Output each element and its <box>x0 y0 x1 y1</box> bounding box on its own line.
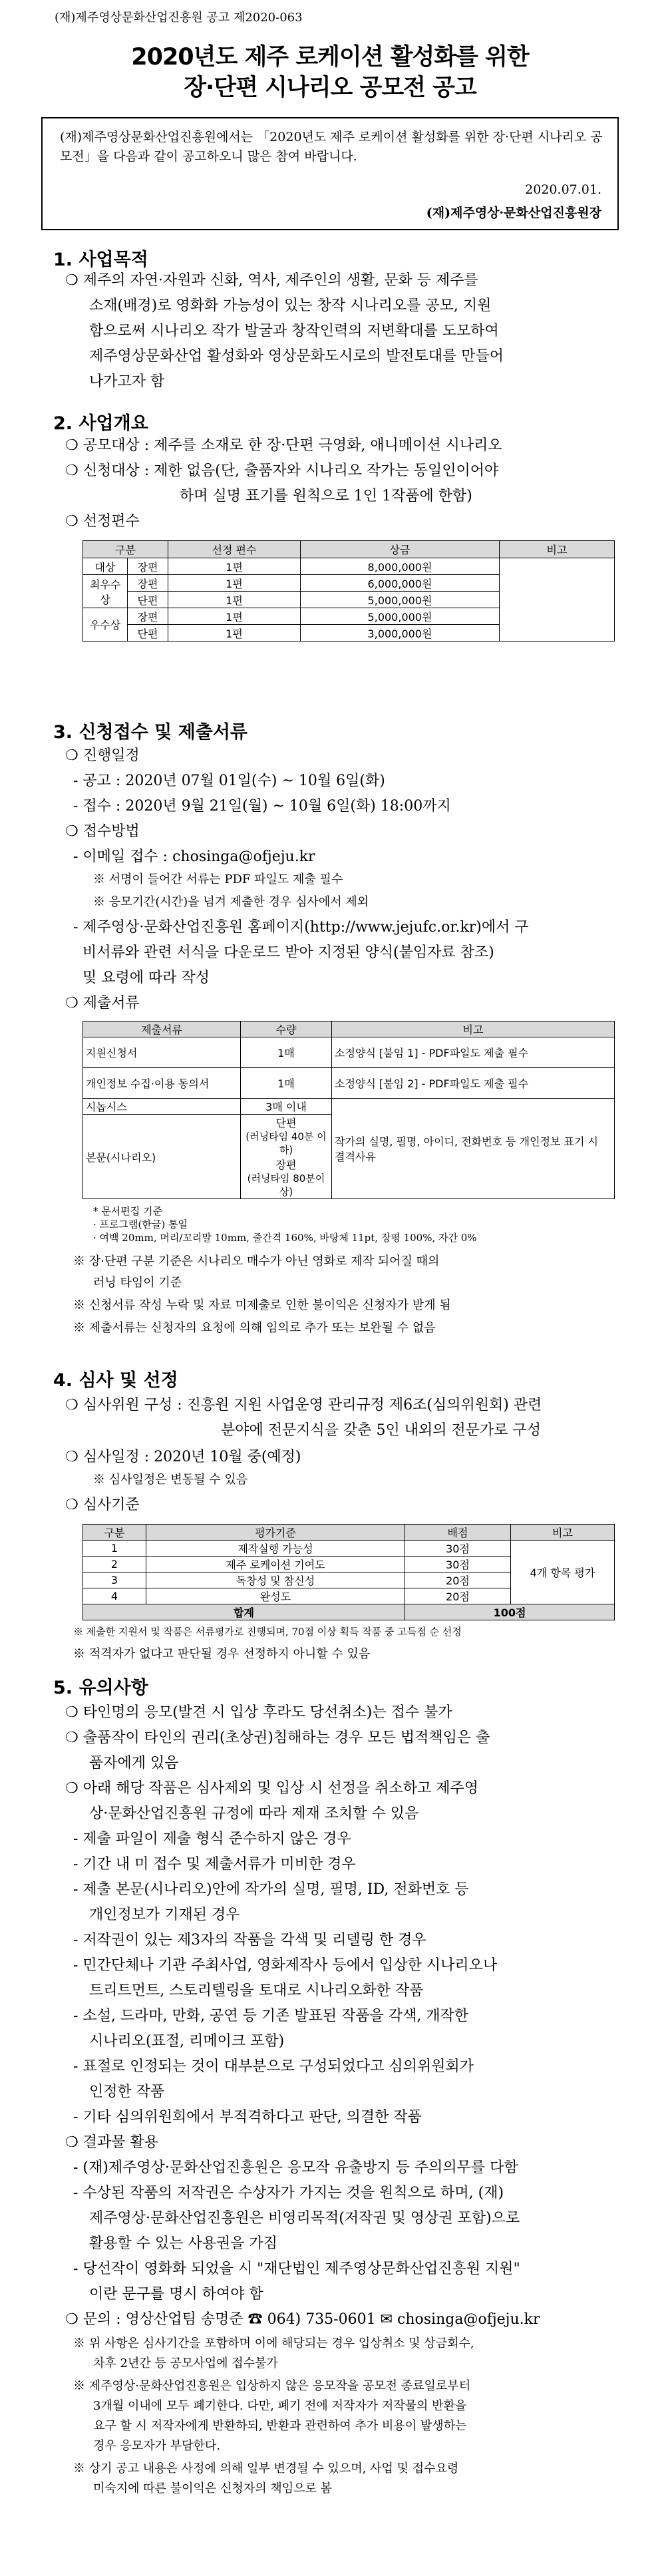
s5-note: ※ 상기 공고 내용은 사정에 의해 일부 변경될 수 있으며, 사업 및 접수요령 <box>73 2462 459 2476</box>
th-doc: 제출서류 <box>83 1021 241 1037</box>
cell-note: 소정양식 [붙임 2] - PDF파일도 제출 필수 <box>332 1068 615 1099</box>
cell-count: 1편 <box>168 592 301 608</box>
cell-note: 4개 항목 평가 <box>511 1541 615 1604</box>
cell-note <box>500 558 615 642</box>
s1-line: 함으로써 시나리오 작가 발굴과 창작인력의 저변확대를 도모하여 <box>89 323 499 339</box>
cell-prize: 8,000,000원 <box>301 558 500 575</box>
cell-qty <box>241 1115 332 1199</box>
s3-note: ※ 장·단편 구분 기준은 시나리오 매수가 아닌 영화로 제작 되어질 때의 <box>73 1254 440 1268</box>
s4-note: ※ 심사일정은 변동될 수 있음 <box>93 1473 248 1487</box>
s5-line: - 당선작이 영화화 되었을 시 "재단법인 제주영상문화산업진흥원 지원" <box>73 2261 520 2277</box>
s1-line: 제주영상문화산업 활성화와 영상문화도시로의 발전토대를 만들어 <box>89 348 504 365</box>
cell-total: 합계 <box>83 1604 405 1620</box>
s3-note: ※ 제출서류는 신청자의 요청에 의해 임의로 추가 또는 보완될 수 없음 <box>73 1321 436 1335</box>
th-points: 배점 <box>405 1525 511 1541</box>
s2-line: ❍ 선정편수 <box>65 513 140 530</box>
cell-kind: 단편 <box>128 592 168 608</box>
s5-line: - 민간단체나 기관 주최사업, 영화제작사 등에서 입상한 시나리오나 <box>73 1957 498 1974</box>
s5-line: ❍ 출품작이 타인의 권리(초상권)침해하는 경우 모든 법적책임은 출 <box>65 1730 490 1746</box>
qty-feature: 장편 <box>275 1159 297 1171</box>
s5-line: - 저작권이 있는 제3자의 작품을 각색 및 리델링 한 경우 <box>73 1932 426 1948</box>
format-note: · 프로그램(한글) 통일 <box>93 1218 188 1230</box>
format-note: * 문서편집 기준 <box>93 1205 162 1217</box>
section-2-heading: 2. 사업개요 <box>53 413 148 434</box>
s4-line: ❍ 심사위원 구성 : 진흥원 지원 사업운영 관리규정 제6조(심의위원회) 관련 <box>65 1397 542 1413</box>
s2-line: ❍ 공모대상 : 제주를 소재로 한 장·단편 극영화, 애니메이션 시나리오 <box>65 437 502 454</box>
cell-points: 20점 <box>405 1572 511 1588</box>
cell-note: 소정양식 [붙임 1] - PDF파일도 제출 필수 <box>332 1037 615 1068</box>
cell-kind: 장편 <box>128 575 168 592</box>
s4-line: 분야에 전문지식을 갖춘 5인 내외의 전문가로 구성 <box>221 1422 541 1439</box>
s1-line: 나가고자 함 <box>89 373 165 390</box>
th-note: 비고 <box>500 541 615 558</box>
cell-kind: 장편 <box>128 558 168 575</box>
s3-line: - 이메일 접수 : chosinga@ofjeju.kr <box>73 848 315 865</box>
s3-line: 및 요령에 따라 작성 <box>82 970 210 986</box>
cell-kind: 장편 <box>128 608 168 625</box>
th-note: 비고 <box>332 1021 615 1037</box>
s3-note: ※ 서명이 들어간 서류는 PDF 파일도 제출 필수 <box>93 872 343 886</box>
qty-short: 단편 <box>275 1117 297 1129</box>
s3-line: ❍ 제출서류 <box>65 995 140 1012</box>
s5-line: - 제출 파일이 제출 형식 준수하지 않은 경우 <box>73 1831 351 1847</box>
cell-kind: 단편 <box>128 625 168 642</box>
section-4-heading: 4. 심사 및 선정 <box>53 1370 178 1391</box>
cell-excellent: 우수상 <box>83 608 128 642</box>
cell-criteria: 제주 로케이션 기여도 <box>146 1557 405 1572</box>
s5-line: - 소설, 드라마, 만화, 공연 등 기존 발표된 작품을 각색, 개작한 <box>73 2008 469 2024</box>
th-criteria: 평가기준 <box>146 1525 405 1541</box>
cell-note: 작가의 실명, 필명, 아이디, 전화번호 등 개인정보 표기 시 결격사유 <box>332 1099 615 1199</box>
s5-note: 요구 할 시 저작자에게 반환하되, 반환과 관련하여 추가 비용이 발생하는 <box>93 2419 467 2433</box>
s5-line: ❍ 아래 해당 작품은 심사제외 및 입상 시 선정을 취소하고 제주영 <box>65 1780 478 1797</box>
intro-date: 2020.07.01. <box>525 182 601 197</box>
s3-line: ❍ 진행일정 <box>65 747 140 764</box>
cell-grand: 대상 <box>83 558 128 575</box>
section-5-heading: 5. 유의사항 <box>53 1678 148 1698</box>
s4-note: ※ 제출한 지원서 및 작품은 서류평가로 진행되며, 70점 이상 획득 작품 중 고득점 순 선정 <box>73 1626 462 1638</box>
s5-line: 품자에게 있음 <box>89 1755 179 1771</box>
cell-prize: 5,000,000원 <box>301 608 500 625</box>
s5-line: - (재)제주영상·문화산업진흥원은 응모작 유출방지 등 주의의무를 다함 <box>73 2159 518 2176</box>
s3-line: - 접수 : 2020년 9월 21일(월) ~ 10월 6일(화) 18:00까지 <box>73 798 451 815</box>
intro-org: (재)제주영상·문화산업진흥원장 <box>426 206 601 220</box>
cell-qty: 1매 <box>241 1068 332 1099</box>
title-line-1: 2020년도 제주 로케이션 활성화를 위한 <box>131 44 529 71</box>
s5-line: 제주영상·문화산업진흥원은 비영리목적(저작권 및 영상권 포함)으로 <box>89 2210 520 2227</box>
s5-line: ❍ 타인명의 응모(발견 시 입상 후라도 당선취소)는 접수 불가 <box>65 1704 452 1721</box>
cell-num: 4 <box>83 1588 146 1604</box>
s5-line: - 제출 본문(시나리오)안에 작가의 실명, 필명, ID, 전화번호 등 <box>73 1881 469 1898</box>
th-note: 비고 <box>511 1525 615 1541</box>
s5-line: - 기타 심의위원회에서 부적격하다고 판단, 의결한 작품 <box>73 2109 422 2125</box>
th-type: 구분 <box>83 1525 146 1541</box>
cell-count: 1편 <box>168 608 301 625</box>
cell-points: 30점 <box>405 1541 511 1557</box>
s3-line: - 공고 : 2020년 07월 01일(수) ~ 10월 6일(화) <box>73 773 385 789</box>
cell-doc: 개인정보 수집·이용 동의서 <box>83 1068 241 1099</box>
s3-note: 러닝 타임이 기준 <box>93 1276 182 1290</box>
s2-line: ❍ 신청대상 : 제한 없음(단, 출품자와 시나리오 작가는 동일인이어야 <box>65 462 499 479</box>
cell-criteria: 독창성 및 참신성 <box>146 1572 405 1588</box>
title-line-2: 장·단편 시나리오 공모전 공고 <box>184 75 476 101</box>
cell-criteria: 완성도 <box>146 1588 405 1604</box>
th-prize: 상금 <box>301 541 500 558</box>
s3-line: ❍ 접수방법 <box>65 823 140 840</box>
s5-line: 인정한 작품 <box>89 2084 165 2100</box>
s5-line: 트리트먼트, 스토리텔링을 토대로 시나리오화한 작품 <box>89 1982 424 1999</box>
s2-line: 하며 실명 표기를 원칙으로 1인 1작품에 한함) <box>180 488 472 504</box>
cell-doc: 본문(시나리오) <box>83 1115 241 1199</box>
s4-line: ❍ 심사일정 : 2020년 10월 중(예정) <box>65 1449 301 1465</box>
cell-prize: 3,000,000원 <box>301 625 500 642</box>
cell-prize: 6,000,000원 <box>301 575 500 592</box>
selection-table <box>82 540 615 642</box>
s5-line: - 표절로 인정되는 것이 대부분으로 구성되었다고 심의위원회가 <box>73 2058 474 2075</box>
cell-count: 1편 <box>168 625 301 642</box>
cell-prize: 5,000,000원 <box>301 592 500 608</box>
s3-note: ※ 응모기간(시간)을 넘겨 제출한 경우 심사에서 제외 <box>93 895 369 909</box>
cell-total-points: 100점 <box>405 1604 615 1620</box>
s1-line: ❍ 제주의 자연·자원과 신화, 역사, 제주인의 생활, 문화 등 제주를 <box>65 272 478 289</box>
s5-line: 활용할 수 있는 사용권을 가짐 <box>89 2235 277 2252</box>
cell-top: 최우수상 <box>83 575 128 608</box>
s5-line: - 기간 내 미 접수 및 제출서류가 미비한 경우 <box>73 1856 356 1873</box>
th-type: 구분 <box>83 541 168 558</box>
s5-note: 차후 2년간 등 공모사업에 접수불가 <box>93 2356 278 2370</box>
qty-short-detail: (러닝타임 40분 이하) <box>246 1131 327 1156</box>
s5-line: 시나리오(표절, 리메이크 포함) <box>89 2033 285 2050</box>
s5-line: - 수상된 작품의 저작권은 수상자가 가지는 것을 원칙으로 하며, (재) <box>73 2185 504 2201</box>
cell-doc: 시놉시스 <box>83 1099 241 1115</box>
s3-line: 비서류와 관련 서식을 다운로드 받아 지정된 양식(붙임자료 참조) <box>82 944 494 961</box>
s3-note: ※ 신청서류 작성 누락 및 자료 미제출로 인한 불이익은 신청자가 받게 됨 <box>73 1298 451 1312</box>
cell-count: 1편 <box>168 575 301 592</box>
s5-line: 이란 문구를 명시 하여야 함 <box>89 2286 263 2302</box>
qty-feature-detail: (러닝타임 80분이상) <box>247 1173 325 1198</box>
s5-line: 상·문화산업진흥원 규정에 따라 제재 조치할 수 있음 <box>89 1805 419 1822</box>
s5-note: 미숙지에 따른 불이익은 신청자의 책임으로 봄 <box>93 2482 332 2495</box>
cell-count: 1편 <box>168 558 301 575</box>
cell-points: 20점 <box>405 1588 511 1604</box>
s1-line: 소재(배경)로 영화화 가능성이 있는 창작 시나리오를 공모, 지원 <box>89 297 492 314</box>
contact-line: ❍ 문의 : 영상산업팀 송명준 ☎ 064) 735-0601 ✉ chosinga@ofjeju.kr <box>65 2311 540 2328</box>
cell-points: 30점 <box>405 1557 511 1572</box>
s4-note: ※ 적격자가 없다고 판단될 경우 선정하지 아니할 수 있음 <box>73 1647 371 1661</box>
s5-note: ※ 제주영상·문화산업진흥원은 입상하지 않은 응모작을 공모전 종료일로부터 <box>73 2379 471 2393</box>
cell-criteria: 제작실행 가능성 <box>146 1541 405 1557</box>
documents-table <box>82 1021 615 1199</box>
cell-qty: 1매 <box>241 1037 332 1068</box>
s3-line: - 제주영상·문화산업진흥원 홈페이지(http://www.jejufc.or.kr)에서 구 <box>73 919 529 936</box>
intro-box <box>41 117 619 230</box>
s5-line: ❍ 결과물 활용 <box>65 2134 158 2151</box>
notice-id: (재)제주영상문화산업진흥원 공고 제2020-063 <box>55 11 303 25</box>
s5-note: ※ 위 사항은 심사기간을 포함하며 이에 해당되는 경우 입상취소 및 상금회수, <box>73 2336 474 2350</box>
section-1-heading: 1. 사업목적 <box>53 250 148 270</box>
intro-text: (재)제주영상문화산업진흥원에서는 「2020년도 제주 로케이션 활성화를 위한 장·단편 시나리오 공모전」을 다음과 같이 공고하오니 많은 참여 바랍니다. <box>60 130 603 164</box>
s4-line: ❍ 심사기준 <box>65 1497 140 1513</box>
section-3-heading: 3. 신청접수 및 제출서류 <box>53 722 248 743</box>
criteria-table <box>82 1524 615 1620</box>
cell-num: 3 <box>83 1572 146 1588</box>
format-note: · 여백 20mm, 머리/꼬리말 10mm, 줄간격 160%, 바탕체 11pt, 장평 100%, 자간 0% <box>93 1232 477 1244</box>
cell-num: 2 <box>83 1557 146 1572</box>
cell-qty: 3매 이내 <box>241 1099 332 1115</box>
cell-doc: 지원신청서 <box>83 1037 241 1068</box>
s5-line: 개인정보가 기재된 경우 <box>89 1907 240 1923</box>
cell-num: 1 <box>83 1541 146 1557</box>
s5-note: 경우 응모자가 부담한다. <box>93 2439 221 2453</box>
th-count: 선정 편수 <box>168 541 301 558</box>
s5-note: 3개월 이내에 모두 폐기한다. 다만, 폐기 전에 저작자가 저작물의 반환을 <box>93 2399 467 2413</box>
th-qty: 수량 <box>241 1021 332 1037</box>
